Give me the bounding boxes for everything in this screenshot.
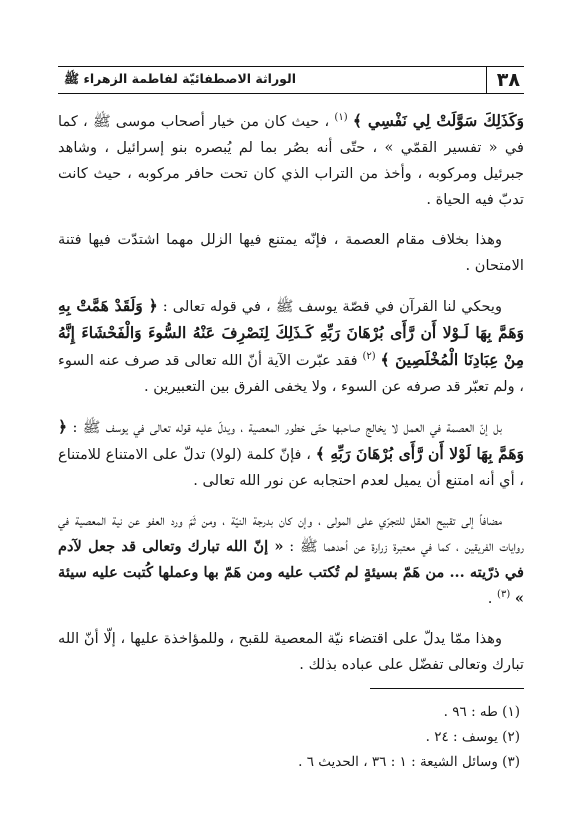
footnote-ref-1[interactable]: (١) [334,112,348,124]
footnote-2: (٢) يوسف : ٢٤ . [425,729,520,745]
paragraph-intro: مضافاً إلى تقبيح العقل للتجرّي على المولى ، وإن كان بدرجة النيّة ، ومن ثَمّ ورد العفو عن نية المعصية في روايات الفريقين ، كما في معتبرة زرارة عن أحدهما ﷺ : [58,512,524,555]
paragraph-3 [58,293,524,400]
footnote-divider [370,688,524,689]
footnote-ref-2[interactable]: (٢) [362,351,376,363]
quran-quote: ﴿ وَهَمَّ بِهَا لَوْلا أَن رَّأَى بُرْهَانَ رَبِّهِ ﴾ [58,417,525,463]
running-title: الوراثة الاصطفائيّة لفاطمة الزهراء ﷺ [64,70,296,86]
paragraph-end: . [487,590,493,607]
footnote-ref-3[interactable]: (٣) [497,589,511,601]
body-text [58,108,524,692]
footnote-1: (١) طه : ٩٦ . [443,704,520,720]
paragraph-4 [58,414,524,494]
paragraph-text: فقد عبّرت الآية أنّ الله تعالى قد صرف عنه السوء ، ولم تعبّر قد صرفه عن السوء ، ولا يخفى الفرق بين التعبيرين . [58,352,524,395]
quran-quote: ﴿ وَلَقَدْ هَمَّتْ بِهِ وَهَمَّ بِهَا لَـوْلا أَن رَّأَى بُرْهَانَ رَبِّهِ كَـذَلِكَ لِنَصْرِفَ عَنْهُ السُّوءَ وَالْفَحْشَاءَ إِنَّهُ مِنْ عِبَادِنَا الْمُخْلَصِينَ ﴾ [58,296,524,369]
paragraph-5 [58,508,524,612]
page-header [58,66,524,94]
paragraph-1 [58,108,524,213]
paragraph-6: وهذا ممّا يدلّ على اقتضاء نيّة المعصية للقبح ، وللمؤاخذة عليها ، إلّا أنّ الله تبارك وتعالى تفضّل على عباده بذلك . [58,630,524,673]
footnotes [80,700,520,775]
paragraph-2: وهذا بخلاف مقام العصمة ، فإنّه يمتنع فيها الزلل مهما اشتدّت فيها فتنة الامتحان . [58,231,524,274]
footnote-3: (٣) وسائل الشيعة : ١ : ٣٦ ، الحديث ٦ . [298,754,520,770]
hadith-quote: « إنّ الله تبارك وتعالى قد جعل لآدم في ذرّيته ... من هَمّ بسيئةٍ لم تُكتب عليه ومن هَمّ بها وعملها كُتبت عليه سيئة » [58,538,524,607]
paragraph-text: ، فإنّ كلمة (لولا) تدلّ على الامتناع للامتناع ، أي أنه امتنع أن يميل لعدم احتجابه عن نور الله تعالى . [58,446,524,489]
quran-quote: وَكَذَلِكَ سَوَّلَتْ لِي نَفْسِي ﴾ [352,111,524,130]
paragraph-intro: بل إنّ العصمة في العمل لا يخالج صاحبها حتّى خطور المعصية ، ويدلّ عليه قوله تعالى في يوسف ﷺ : [72,419,502,436]
paragraph-intro: ويحكي لنا القرآن في قصّة يوسف ﷺ ، في قوله تعالى : [162,298,502,315]
paragraph-text: ، حيث كان من خيار أصحاب موسى ﷺ ، كما في « تفسير القمّي » ، حتّى أنه بصُر بما لم يُبصره بنو إسرائيل ، وشاهد جبرئيل ومركوبه ، وأخذ من التراب الذي كان تحت حافر مركوبه ، حيث كانت تدبّ فيه الحياة . [58,113,524,208]
page-number: ٣٨ [486,67,524,93]
